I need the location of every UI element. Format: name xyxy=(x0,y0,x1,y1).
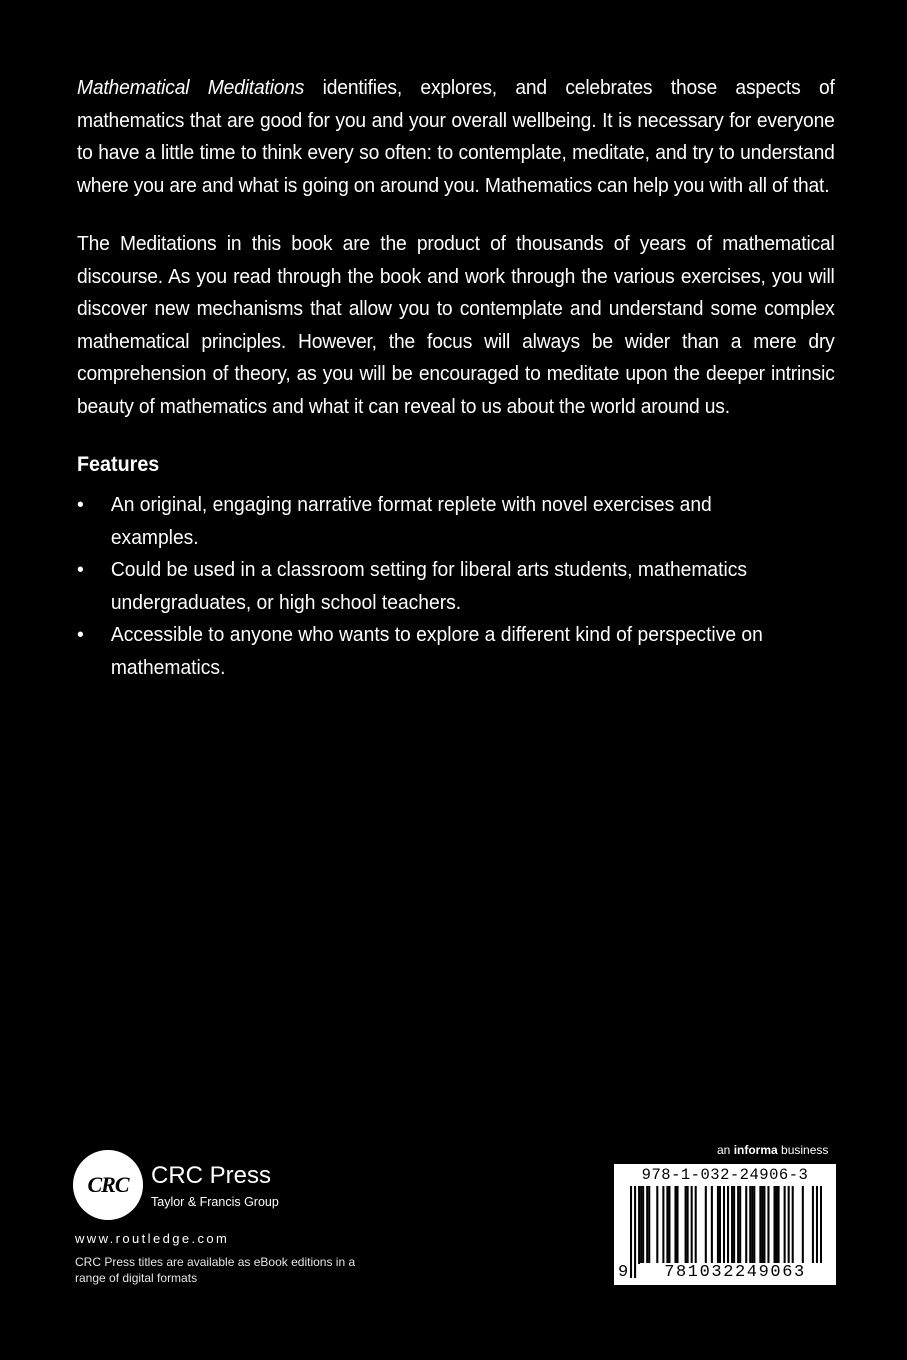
barcode-bar xyxy=(731,1186,733,1264)
barcode-bar xyxy=(773,1186,775,1264)
barcode-bar xyxy=(788,1186,790,1264)
bullet-icon: • xyxy=(77,493,84,516)
ebook-note: CRC Press titles are available as eBook editions in a range of digital formats xyxy=(75,1255,356,1285)
feature-item xyxy=(77,489,797,554)
feature-item xyxy=(77,619,797,684)
barcode-bar xyxy=(753,1186,755,1264)
barcode-bar xyxy=(691,1186,693,1264)
barcode-bar xyxy=(759,1186,761,1264)
crc-logo: CRC xyxy=(73,1150,143,1220)
publisher-website[interactable]: www.routledge.com xyxy=(75,1231,230,1246)
barcode-bar xyxy=(674,1186,676,1264)
description-paragraph-2: The Meditations in this book are the product of thousands of years of mathematical discourse. As you read through the book and work through the various exercises, you will discover new mechanisms that allow you to contemplate and understand some complex mathematical principles. However, the focus will always be wider than a mere dry comprehension of theory, as you will be encouraged to meditate upon the deeper intrinsic beauty of mathematics and what it can reveal to us about the world around us. xyxy=(77,232,835,418)
barcode-bar xyxy=(662,1186,664,1264)
barcode-bar xyxy=(778,1186,780,1264)
barcode-bar xyxy=(761,1186,763,1264)
book-title: Mathematical Meditations xyxy=(77,76,305,99)
barcode-bar xyxy=(676,1186,678,1264)
barcode-bar xyxy=(737,1186,739,1264)
back-cover-content xyxy=(77,72,835,684)
barcode-bar xyxy=(749,1186,751,1264)
publisher-name: CRC Press xyxy=(151,1162,272,1189)
barcode-bar xyxy=(648,1186,650,1264)
description-paragraph-1-text: identifies, explores, and celebrates those aspects of mathematics that are good for you and your overall wellbeing. It is necessary for everyone to have a little time to think every so often: to contemplate, meditate, and try to understand where you are and what is going on around you. Mathematics can help you with all of that. xyxy=(77,76,835,197)
barcode-bar xyxy=(685,1186,687,1264)
barcode-bar xyxy=(784,1186,786,1264)
barcode-bar xyxy=(687,1186,689,1264)
barcode-bar xyxy=(668,1186,670,1264)
features-list xyxy=(77,489,835,684)
isbn-prefix-digit: 9 xyxy=(618,1263,629,1282)
barcode-bar xyxy=(745,1186,747,1264)
barcode-bar xyxy=(630,1186,632,1278)
isbn-digits: 781032249063 xyxy=(640,1263,830,1282)
bullet-icon: • xyxy=(77,623,84,646)
barcode-bar xyxy=(739,1186,741,1264)
barcode-bar xyxy=(634,1186,636,1278)
barcode-bar xyxy=(640,1186,642,1264)
barcode-bar xyxy=(792,1186,794,1264)
barcode-bar xyxy=(666,1186,668,1264)
feature-text: An original, engaging narrative format replete with novel exercises and examples. xyxy=(110,493,712,549)
features-heading: Features xyxy=(77,453,160,476)
barcode-bar xyxy=(656,1186,658,1264)
barcode-bar xyxy=(751,1186,753,1264)
barcode-bar xyxy=(802,1186,804,1264)
tagline-brand: informa xyxy=(733,1143,778,1157)
feature-item xyxy=(77,554,797,619)
barcode-bar xyxy=(705,1186,707,1264)
barcode-bar xyxy=(638,1186,640,1264)
tagline-prefix: an xyxy=(717,1143,734,1157)
isbn-hyphenated: 978-1-032-24906-3 xyxy=(641,1166,809,1184)
feature-text: Could be used in a classroom setting for liberal arts students, mathematics undergraduates, or high school teachers. xyxy=(110,558,748,614)
barcode-bar xyxy=(812,1186,814,1264)
description-paragraph-1 xyxy=(77,72,835,202)
tagline-suffix: business xyxy=(777,1143,829,1157)
bullet-icon: • xyxy=(77,558,84,581)
barcode-bar xyxy=(646,1186,648,1264)
barcode-bar xyxy=(776,1186,778,1264)
barcode-bar xyxy=(733,1186,735,1264)
barcode-bar xyxy=(767,1186,769,1264)
publisher-group: Taylor & Francis Group xyxy=(151,1195,279,1209)
barcode-bar xyxy=(695,1186,697,1264)
feature-text: Accessible to anyone who wants to explore a different kind of perspective on mathematics. xyxy=(110,623,763,679)
barcode-bar xyxy=(711,1186,713,1264)
barcode-bar xyxy=(719,1186,721,1264)
barcode-bar xyxy=(763,1186,765,1264)
isbn-barcode xyxy=(614,1164,836,1285)
barcode-bar xyxy=(642,1186,644,1264)
barcode-bar xyxy=(717,1186,719,1264)
informa-tagline xyxy=(717,1143,828,1157)
